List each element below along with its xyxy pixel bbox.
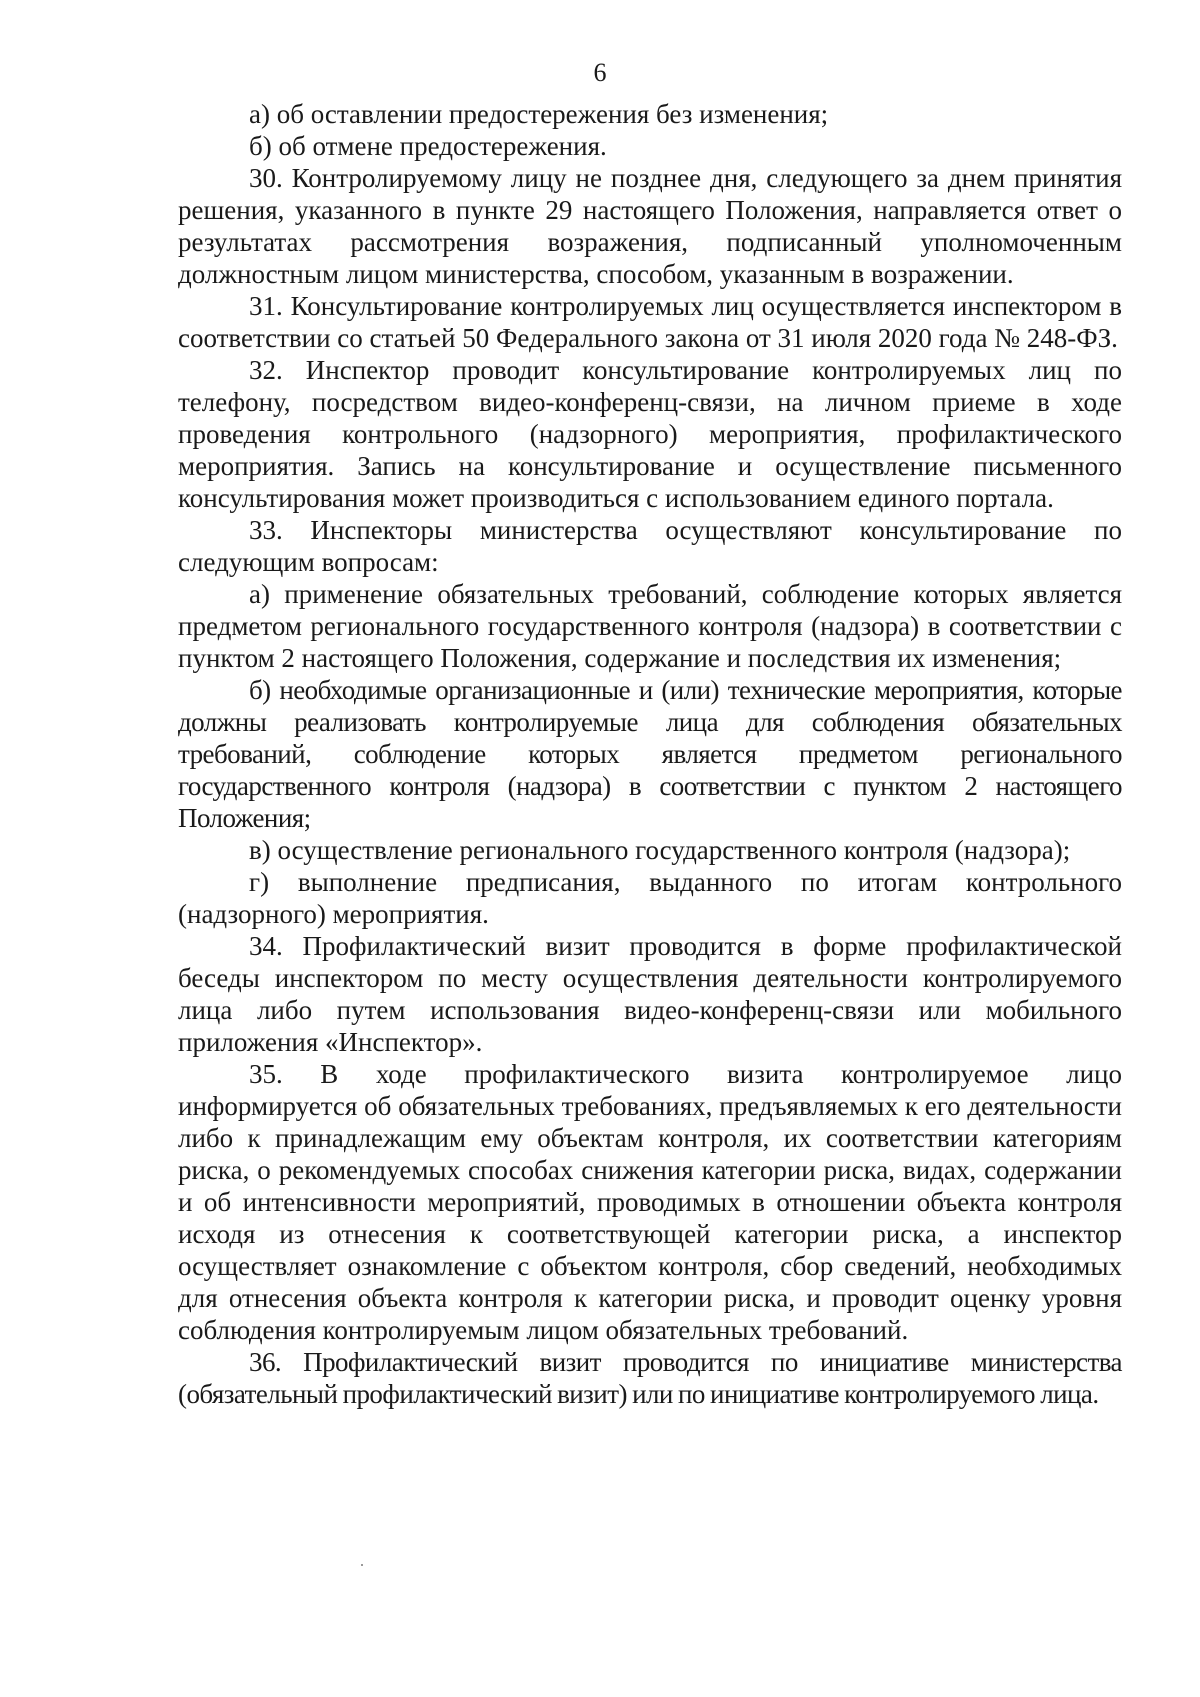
paragraph-36: 36. Профилактический визит проводится по инициативе министерства (обязательный профилактический визит) или по инициативе контролируемого лица. — [178, 1347, 1122, 1409]
page-number: 6 — [593, 58, 607, 87]
document-body — [178, 98, 1122, 1410]
paragraph-33a: а) применение обязательных требований, соблюдение которых является предметом регионального государственного контроля (надзора) в соответствии с пунктом 2 настоящего Положения, содержание и последствия их изменения; — [178, 579, 1122, 673]
paragraph-29b: б) об отмене предостережения. — [249, 131, 607, 161]
paragraph-34: 34. Профилактический визит проводится в форме профилактической беседы инспектором по месту осуществления деятельности контролируемого лица либо путем использования видео-конференц-связи или мобильного приложения «Инспектор». — [178, 931, 1122, 1057]
paragraph-35: 35. В ходе профилактического визита контролируемое лицо информируется об обязательных требованиях, предъявляемых к его деятельности либо к принадлежащим ему объектам контроля, их соответствии категориям риска, о рекомендуемых способах снижения категории риска, видах, содержании и об интенсивности мероприятий, проводимых в отношении объекта контроля исходя из отнесения к соответствующей категории риска, а инспектор осуществляет ознакомление с объектом контроля, сбор сведений, необходимых для отнесения объекта контроля к категории риска, и проводит оценку уровня соблюдения контролируемым лицом обязательных требований. — [178, 1059, 1122, 1345]
paragraph-33d: г) выполнение предписания, выданного по итогам контрольного (надзорного) мероприятия. — [178, 867, 1122, 929]
paragraph-29a: а) об оставлении предостережения без изменения; — [249, 99, 829, 129]
paragraph-33: 33. Инспекторы министерства осуществляют консультирование по следующим вопросам: — [178, 515, 1122, 577]
paragraph-32: 32. Инспектор проводит консультирование контролируемых лиц по телефону, посредством видео-конференц-связи, на личном приеме в ходе проведения контрольного (надзорного) мероприятия, профилактического мероприятия. Запись на консультирование и осуществление письменного консультирования может производиться с использованием единого портала. — [178, 355, 1122, 513]
scan-speck — [361, 1564, 363, 1566]
paragraph-30: 30. Контролируемому лицу не позднее дня, следующего за днем принятия решения, указанного в пункте 29 настоящего Положения, направляется ответ о результатах рассмотрения возражения, подписанный уполномоченным должностным лицом министерства, способом, указанным в возражении. — [178, 163, 1122, 289]
paragraph-33c: в) осуществление регионального государственного контроля (надзора); — [249, 835, 1071, 865]
paragraph-31: 31. Консультирование контролируемых лиц осуществляется инспектором в соответствии со статьей 50 Федерального закона от 31 июля 2020 года № 248-ФЗ. — [178, 291, 1122, 353]
paragraph-33b: б) необходимые организационные и (или) технические мероприятия, которые должны реализовать контролируемые лица для соблюдения обязательных требований, соблюдение которых является предметом регионального государственного контроля (надзора) в соответствии с пунктом 2 настоящего Положения; — [178, 675, 1122, 833]
